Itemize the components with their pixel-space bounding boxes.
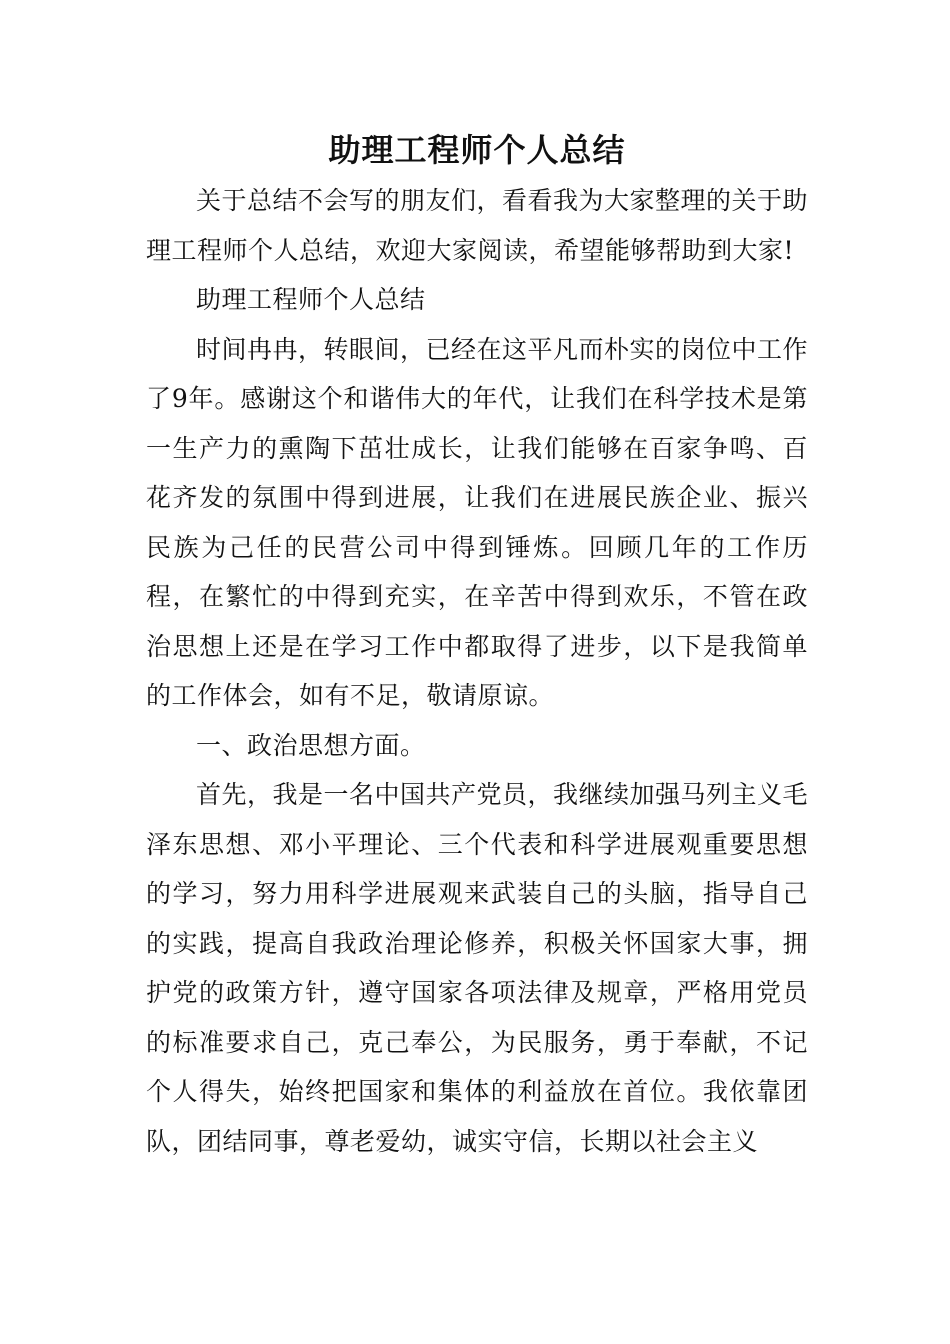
- subtitle-paragraph: 助理工程师个人总结: [196, 285, 426, 314]
- body-paragraph: 首先，我是一名中国共产党员，我继续加强马列主义毛泽东思想、邓小平理论、三个代表和科学进展观重要思想的学习，努力用科学进展观来武装自己的头脑，指导自己的实践，提高自我政治理论修养，积极关怀国家大事，拥护党的政策方针，遵守国家各项法律及规章，严格用党员的标准要求自己，克己奉公，为民服务，勇于奉献，不记个人得失，始终把国家和集体的利益放在首位。我依靠团队，团结同事，尊老爱幼，诚实守信，长期以社会主义: [146, 780, 809, 1156]
- section-heading: 一、政治思想方面。: [196, 730, 426, 760]
- intro-paragraph: 关于总结不会写的朋友们，看看我为大家整理的关于助理工程师个人总结，欢迎大家阅读，希望能够帮助到大家!: [146, 186, 809, 265]
- document-title: 助理工程师个人总结: [328, 131, 626, 169]
- document-page: [146, 124, 808, 1166]
- body-paragraph: 时间冉冉，转眼间，已经在这平凡而朴实的岗位中工作了9年。感谢这个和谐伟大的年代，让我们在科学技术是第一生产力的熏陶下茁壮成长，让我们能够在百家争鸣、百花齐发的氛围中得到进展，让我们在进展民族企业、振兴民族为己任的民营公司中得到锤炼。回顾几年的工作历程，在繁忙的中得到充实，在辛苦中得到欢乐，不管在政治思想上还是在学习工作中都取得了进步，以下是我简单的工作体会，如有不足，敬请原谅。: [146, 334, 809, 710]
